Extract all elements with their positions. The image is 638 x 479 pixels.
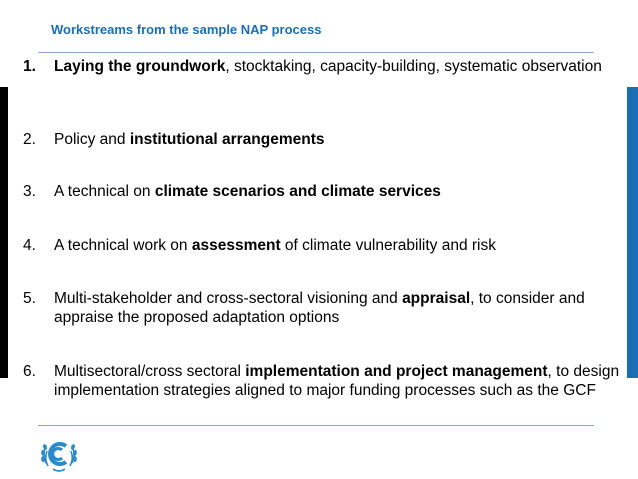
item-bold-text: climate scenarios and climate services — [154, 183, 441, 200]
title-divider — [38, 52, 594, 53]
item-bold-text: assessment — [191, 237, 281, 254]
list-item — [23, 57, 635, 76]
item-text — [54, 57, 635, 76]
item-text-after: , stocktaking, capacity-building, systematic observation — [225, 58, 602, 75]
item-number: 4. — [23, 237, 36, 254]
item-number: 5. — [23, 290, 36, 307]
item-text — [54, 182, 635, 201]
unfccc-logo-icon — [38, 433, 80, 475]
item-text — [54, 362, 635, 400]
item-text-before: Multi-stakeholder and cross-sectoral visioning and — [54, 290, 403, 307]
item-bold-text: Laying the groundwork — [54, 58, 226, 75]
item-text — [54, 130, 635, 149]
item-number: 3. — [23, 183, 36, 200]
item-text-before: A technical on — [54, 183, 155, 200]
item-text-after: , to consider and appraise the proposed adaptation options — [54, 290, 585, 326]
footer-divider — [38, 425, 594, 426]
item-number: 6. — [23, 363, 36, 380]
item-text-before: Policy and — [54, 131, 130, 148]
item-bold-text: appraisal — [402, 290, 471, 307]
item-text — [54, 236, 635, 255]
item-number: 2. — [23, 131, 36, 148]
list-item — [23, 236, 635, 255]
item-text-before: Multisectoral/cross sectoral — [54, 363, 246, 380]
list-item — [23, 182, 635, 201]
left-accent-bar — [0, 87, 8, 378]
item-text-after: , to design implementation strategies aligned to major funding processes such as the GCF — [54, 363, 620, 399]
list-item — [23, 362, 635, 400]
item-bold-text: institutional arrangements — [129, 131, 325, 148]
item-text-before: A technical work on — [54, 237, 192, 254]
item-number: 1. — [23, 58, 36, 75]
item-bold-text: implementation and project management — [245, 363, 548, 380]
item-text-after: of climate vulnerability and risk — [280, 237, 496, 254]
list-item — [23, 289, 635, 327]
list-item — [23, 130, 635, 149]
slide-title: Workstreams from the sample NAP process — [51, 22, 322, 37]
item-text — [54, 289, 635, 327]
